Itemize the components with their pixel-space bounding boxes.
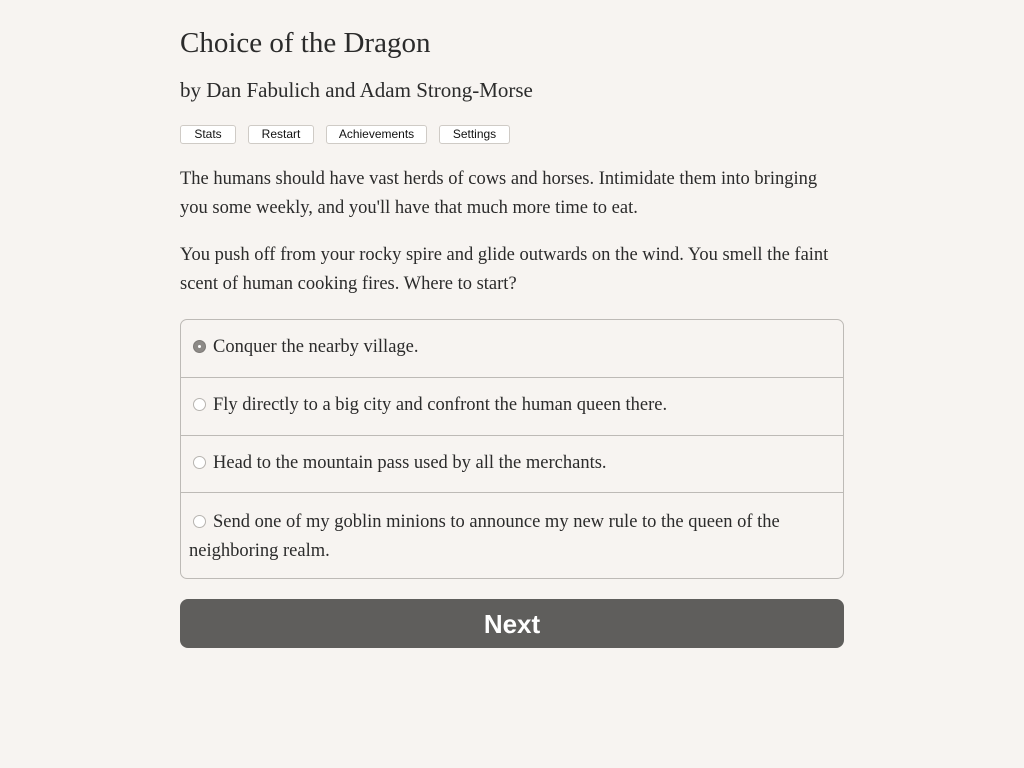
radio-icon[interactable] <box>193 398 206 411</box>
story-paragraph: You push off from your rocky spire and glide outwards on the wind. You smell the faint scent of human cooking fires. Where to start? <box>180 245 829 294</box>
choice-label: Head to the mountain pass used by all the merchants. <box>213 453 607 473</box>
choice-label: Conquer the nearby village. <box>213 337 419 357</box>
achievements-button[interactable]: Achievements <box>326 125 427 144</box>
game-author: by Dan Fabulich and Adam Strong-Morse <box>180 78 533 102</box>
choice-option[interactable] <box>181 492 843 579</box>
choice-label: Fly directly to a big city and confront the human queen there. <box>213 395 668 415</box>
game-title: Choice of the Dragon <box>180 27 431 59</box>
choice-label: Send one of my goblin minions to announce my new rule to the queen of the neighboring realm. <box>189 512 780 561</box>
stats-button[interactable]: Stats <box>180 125 236 144</box>
radio-checked-icon[interactable] <box>193 340 206 353</box>
choice-option[interactable] <box>181 435 843 493</box>
settings-button[interactable]: Settings <box>439 125 510 144</box>
story-paragraph: The humans should have vast herds of cows and horses. Intimidate them into bringing you some weekly, and you'll have that much more time to eat. <box>180 169 818 218</box>
radio-icon[interactable] <box>193 515 206 528</box>
choice-option[interactable] <box>181 377 843 435</box>
choice-option[interactable] <box>181 320 843 378</box>
next-button[interactable]: Next <box>180 599 844 648</box>
choice-list <box>180 319 844 579</box>
toolbar <box>180 125 510 144</box>
restart-button[interactable]: Restart <box>248 125 314 144</box>
radio-icon[interactable] <box>193 456 206 469</box>
